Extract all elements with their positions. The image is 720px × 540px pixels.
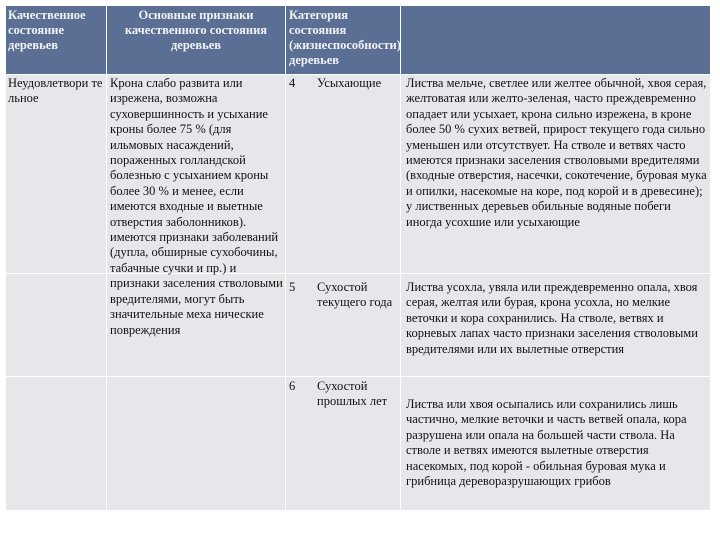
category-number: 4 [289,76,296,90]
quality-state-value: Неудовлетвори тельное [8,76,103,106]
header-category: Категория состояния (жизнеспособности) деревьев [286,6,400,74]
column-bg-1 [6,75,106,510]
header-quality-state: Качественное состояние деревьев [6,6,106,74]
category-description: Листва или хвоя осыпались или сохранились лишь частично, мелкие веточки и часть ветвей опала, кора разрушена или опала на большей части ствола. На стволе и ветвях имеются вылетные отверстия насекомых, под корой - обильная буровая мука и грибница дереворазрушающих грибов [406,397,687,489]
category-description: Листва усохла, увяла или преждевременно опала, хвоя серая, желтая или бурая, крона усохла, но мелкие веточки и кора сохранились. На стволе, ветвях и корневых лапах часто признаки заселения стволовыми вредителями или их вылетные отверстия [406,280,698,356]
tree-condition-table [6,6,710,510]
header-main-features: Основные признаки качественного состояния деревьев [107,6,285,74]
row-separator [6,376,710,377]
category-name: Сухостой текущего года [317,280,393,310]
category-name: Усыхающие [317,76,382,90]
category-description: Листва мельче, светлее или желтее обычной, хвоя серая, желтоватая или желто-зеленая, часто преждевременно опадает или усыхает, крона сильно изрежена, в кроне более 50 % сухих ветвей, прирост текущего года сильно уменьшен или отсутствует. На стволе и ветвях часто имеются признаки заселения стволовыми вредителями (входные отверстия, насечки, сокотечение, буровая мука и опилки, насекомые на коре, под корой и в древесине); у лиственных деревьев обильные водяные побеги иногда усохшие или усыхающие [406,76,707,229]
category-number: 6 [289,379,296,393]
header-description [401,6,710,74]
main-features-value: Крона слабо развита или изрежена, возможна суховершинность и усыхание кроны более 75 % (для ильмовых насаждений, пораженных голландской болезнью с усыханием кроны более 30 % и менее, если имеются входные и выетные отверстия заболонников). имеются признаки заболеваний (дупла, обширные сухобочины, табачные сучки и пр.) и признаки заселения стволовыми вредителями, могут быть значительные меха нические повреждения [110,76,283,337]
category-name: Сухостой прошлых лет [317,379,388,409]
category-number: 5 [289,280,296,294]
